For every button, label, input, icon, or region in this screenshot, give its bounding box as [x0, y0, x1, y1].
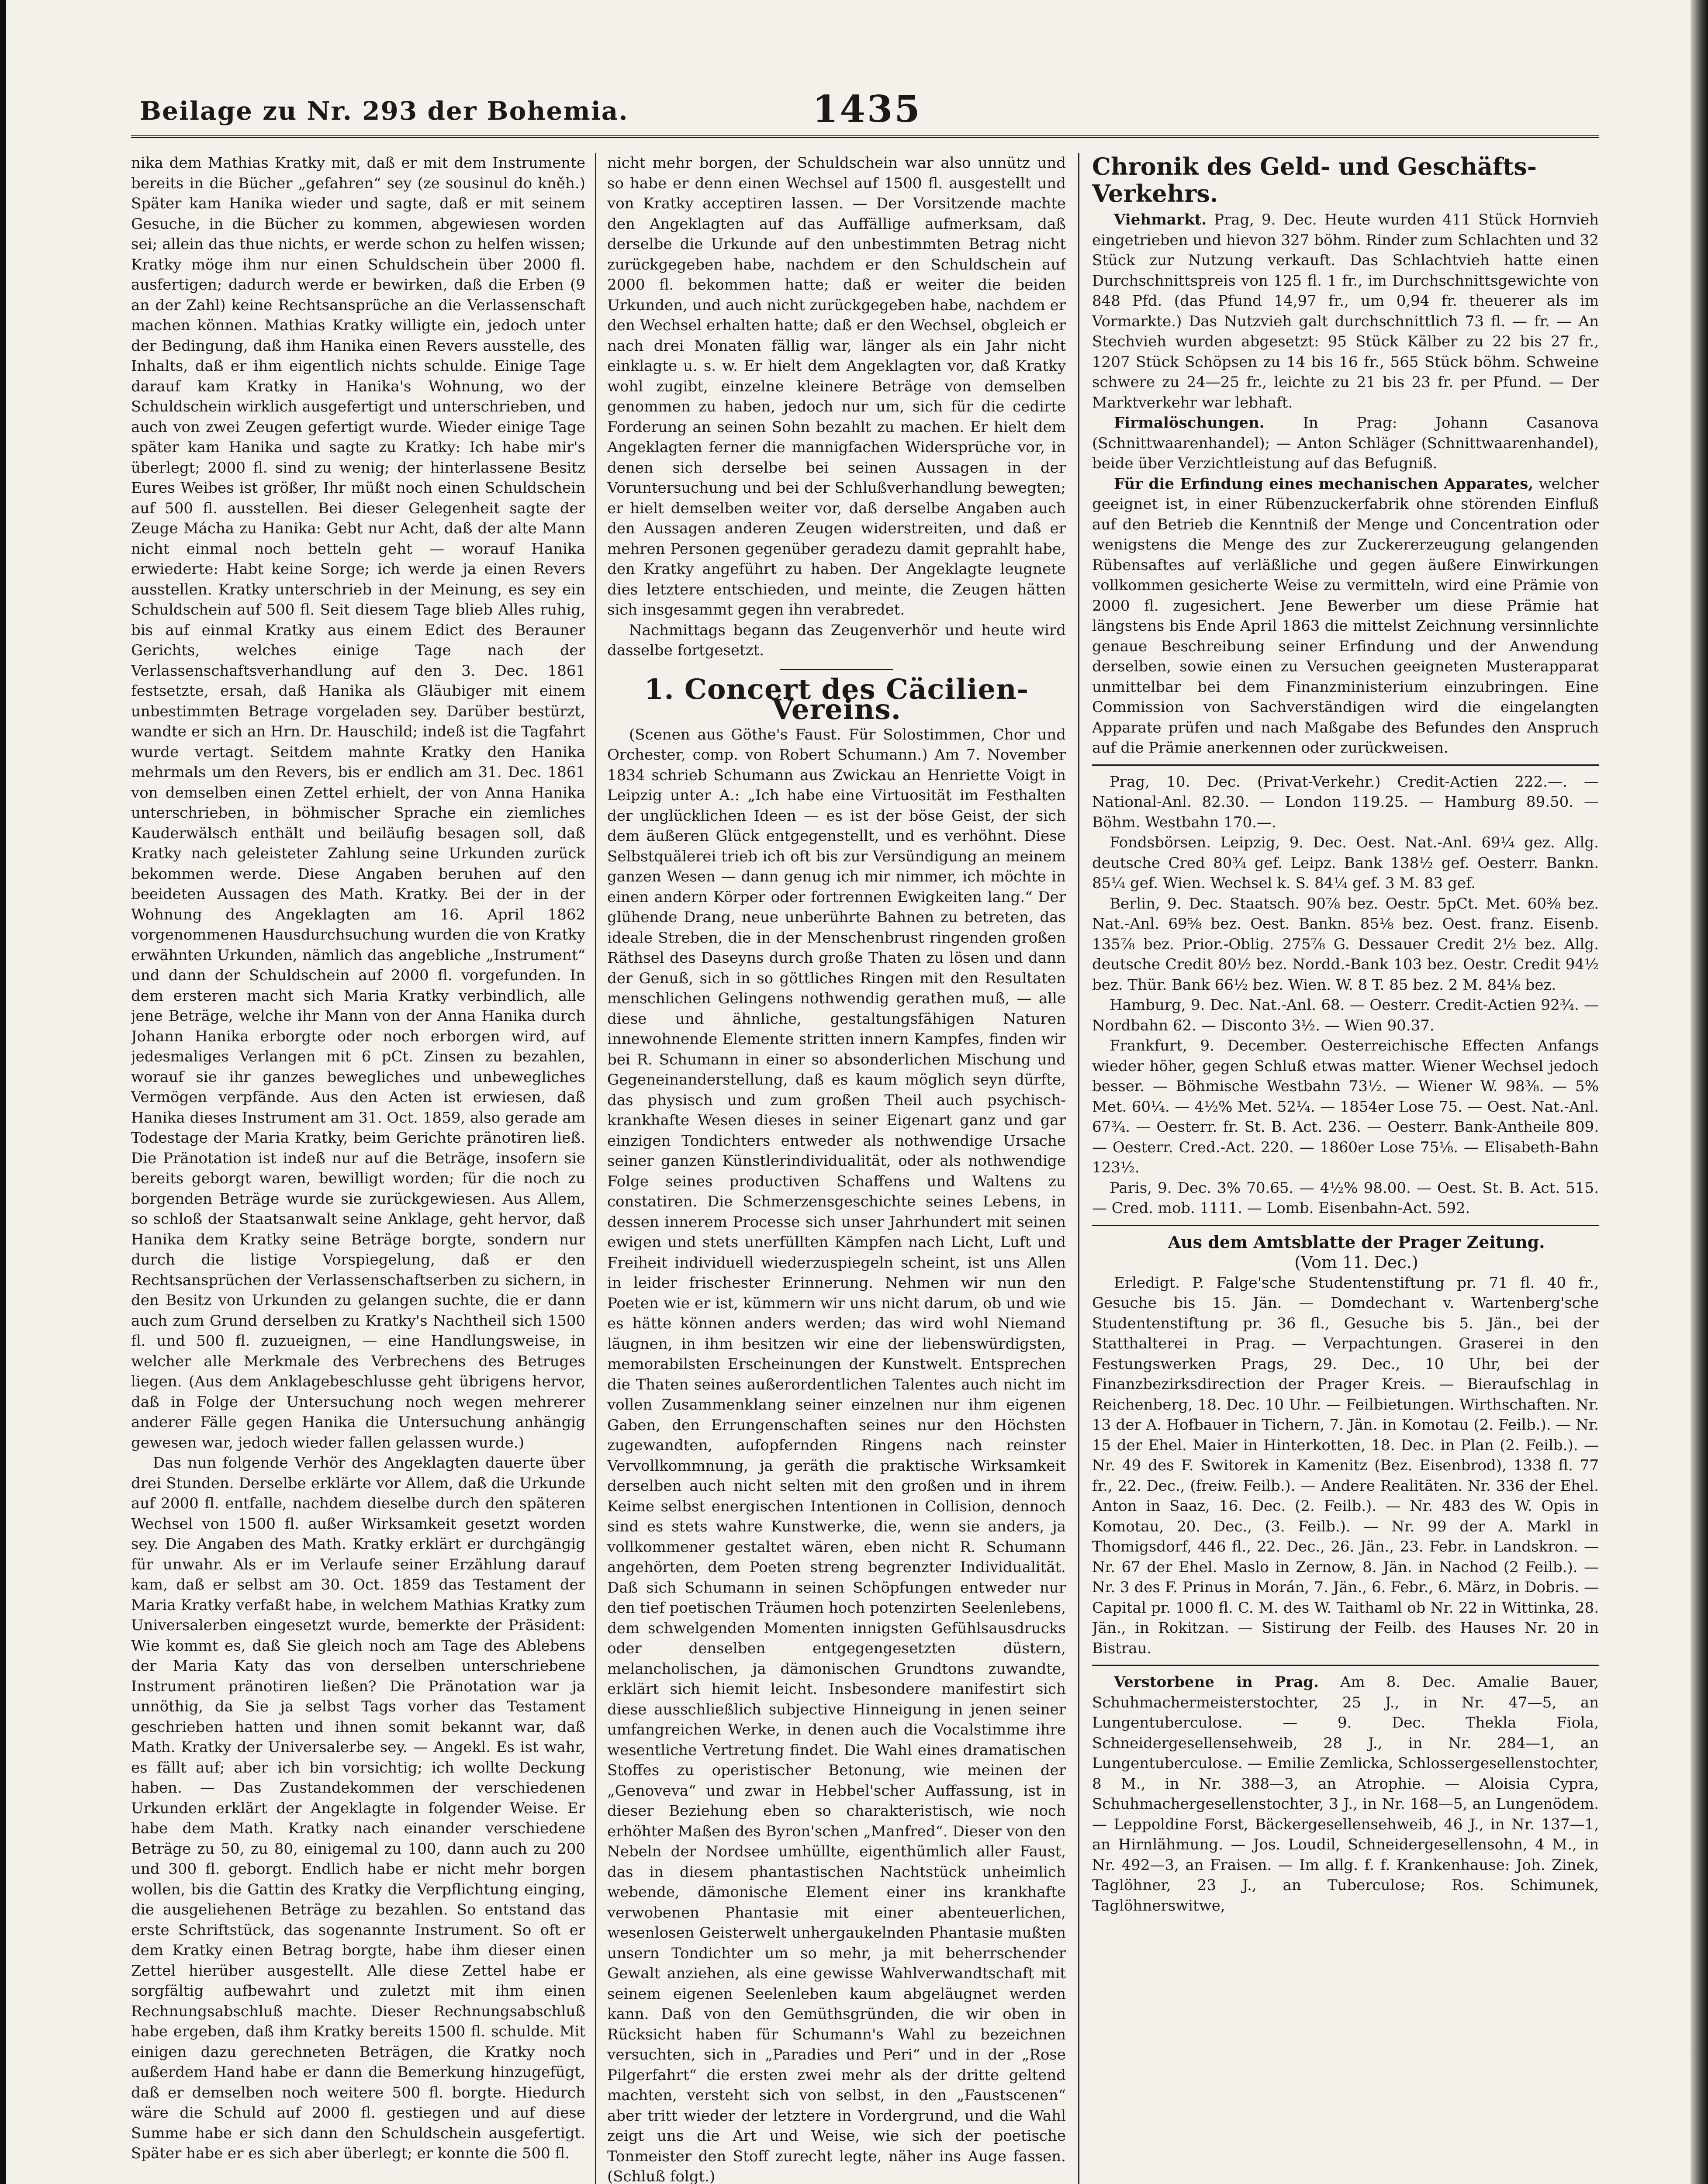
stock-exchange-reports: [1092, 772, 1599, 1219]
chronicle-headline: Chronik des Geld- und Geschäfts-Verkehrs.: [1092, 153, 1537, 207]
section-text: In Prag: Johann Casanova (Schnittwaarenhandel); — Anton Schläger (Schnittwaarenhandel), beide über Verzichtleistung auf das Befugniß.: [1092, 414, 1599, 472]
cattle-market-paragraph: [1092, 210, 1599, 413]
finance-frankfurt: Frankfurt, 9. December. Oesterreichische Effecten Anfangs wieder höher, gegen Schluß etwas matter. Wiener Wechsel jedoch besser. — Böhmische Westbahn 73½. — Wiener W. 98⅜. — 5% Met. 60¼. — 4½% Met. 52¼. — 1854er Lose 75. — Oest. Nat.-Anl. 67¾. — Oesterr. fr. St. B. Act. 236. — Oesterr. Bank-Antheile 809. — Oesterr. Cred.-Act. 220. — 1860er Lose 75⅛. — Elisabeth-Bahn 123½.: [1092, 1037, 1599, 1176]
section-lead: Firmalöschungen.: [1114, 414, 1265, 432]
page-edge-right: [1691, 0, 1708, 2184]
section-separator: [1092, 764, 1599, 766]
firm-deletions-paragraph: [1092, 413, 1599, 474]
amtsblatt-date: (Vom 11. Dec.): [1294, 1253, 1418, 1272]
trial-report-paragraph: Das nun folgende Verhör des Angeklagten dauerte über drei Stunden. Derselbe erklärte vor Allem, daß die Urkunde auf 2000 fl. entfalle, nachdem dieselbe durch den späteren Wechsel von 1500 fl. außer Wirksamkeit gesetzt worden sey. Die Angaben des Math. Kratky erklärt er durchgängig für unwahr. Als er im Verlaufe seiner Erzählung darauf kam, daß er selbst am 30. Oct. 1859 das Testament der Maria Kratky verfaßt habe, in welchem Mathias Kratky zum Universalerben eingesetzt wurde, bemerkte der Präsident: Wie kommt es, daß Sie gleich noch am Tage des Ablebens der Maria Katy das von derselben unterschriebene Instrument pränotiren ließen? Die Pränotation war ja unnöthig, da Sie ja selbst Tags vorher das Testament geschrieben hatten und ihnen somit bekannt war, daß Math. Kratky der Universalerbe sey. — Angekl. Es ist wahr, es fällt auf; aber ich bin vorsichtig; ich wollte Deckung haben. — Das Zustandekommen der verschiedenen Urkunden erklärt der Angeklagte in folgender Weise. Er habe dem Math. Kratky nach einander verschiedene Beträge zu 50, zu 80, einigemal zu 100, dann auch zu 200 und 300 fl. geborgt. Endlich habe er nicht mehr borgen wollen, bis die Gattin des Kratky die Verpflichtung einging, die ausgeliehenen Beträge zu bezahlen. So entstand das erste Schriftstück, das sogenannte Instrument. So oft er dem Kratky einen Betrag borgte, habe ihm dieser einen Zettel hierüber ausgestellt. Alle diese Zettel habe er sorgfältig aufbewahrt und zuletzt mit ihm einen Rechnungsabschluß machte. Dieser Rechnungsabschluß habe ergeben, daß ihm Kratky bereits 1500 fl. schulde. Mit einigen dazu gerechneten Beträgen, die Kratky noch außerdem Hand habe er dann die Bemerkung hinzugefügt, daß er demselben noch weitere 500 fl. borgte. Hiedurch wäre die Schuld auf 2000 fl. gestiegen und auf diese Summe habe er sich dann den Schuldschein ausgefertigt. Später habe er es sich aber überlegt; er konnte die 500 fl.: [131, 1454, 585, 2162]
finance-prague: Prag, 10. Dec. (Privat-Verkehr.) Credit-Actien 222.—. — National-Anl. 82.30. — London 119.25. — Hamburg 89.50. — Böhm. Westbahn 170.—.: [1092, 773, 1599, 831]
section-text: welcher geeignet ist, in einer Rübenzuckerfabrik ohne störenden Einfluß auf den Betrieb die Kenntniß der Menge und Concentration oder wenigstens die Menge des zur Zuckererzeugung gelangenden Rübensaftes auf verläßliche und gegen äußere Einwirkungen vollkommen gesicherte Weise zu vermitteln, wird eine Prämie von 2000 fl. zugesichert. Jene Bewerber um diese Prämie hat längstens bis Ende April 1863 die mittelst Zeichnung versinnlichte genaue Beschreibung seiner Erfindung und der Anwendung derselben, sowie einen zu Versuchen geeigneten Musterapparat unmittelbar bei dem Finanzministerium einzubringen. Eine Commission von Sachverständigen wird die eingelangten Apparate prüfen und nach Maßgabe des Befundes den Anspruch auf die Prämie anerkennen oder zurückweisen.: [1092, 475, 1599, 757]
section-separator: [780, 669, 893, 670]
section-separator: [1092, 1665, 1599, 1666]
column-3: [1092, 153, 1599, 2184]
supplement-title: Beilage zu Nr. 293 der Bohemia.: [140, 96, 629, 126]
page-number: 1435: [813, 87, 922, 131]
section-lead: Für die Erfindung eines mechanischen Apparates,: [1114, 475, 1534, 493]
trial-report-continued: nicht mehr borgen, der Schuldschein war also unnütz und so habe er denn einen Wechsel auf 1500 fl. ausgestellt und von Kratky acceptiren lassen. — Der Vorsitzende machte den Angeklagten auf das Auffällige aufmerksam, daß derselbe die Urkunde auf den unbestimmten Betrag nicht zurückgegeben habe, nachdem er den Schuldschein auf 2000 fl. bekommen hatte; daß er weiter die beiden Urkunden, und auch nicht zurückgegeben habe, nachdem er den Wechsel erhalten hatte; daß er den Wechsel, obgleich er nach drei Monaten fällig war, länger als ein Jahr nicht einklagte u. s. w. Er hielt dem Angeklagten vor, daß Kratky wohl zugibt, einzelne kleinere Beträge von demselben genommen zu haben, jedoch nur um, sich für die cedirte Forderung an seinen Sohn bezahlt zu machen. Er hielt dem Angeklagten ferner die mannigfachen Widersprüche vor, in denen sich derselbe bei seinen Aussagen in der Voruntersuchung und bei der Schlußverhandlung bewegten; er hielt demselben weiter vor, daß derselbe Angaben auch den Aussagen anderen Zeugen widerstreiten, und daß er mehren Personen gegenüber geradezu damit geprahlt habe, den Kratky angeführt zu haben. Der Angeklagte leugnete dies letztere entschieden, und meinte, die Zeugen hätten sich insgesammt gegen ihn verabredet.: [607, 154, 1066, 619]
finance-hamburg: Hamburg, 9. Dec. Nat.-Anl. 68. — Oesterr. Credit-Actien 92¾. — Nordbahn 62. — Disconto 3½. — Wien 90.37.: [1092, 996, 1599, 1034]
deaths-paragraph: [1092, 1672, 1599, 1916]
finance-leipzig: Fondsbörsen. Leipzig, 9. Dec. Oest. Nat.-Anl. 69¼ gez. Allg. deutsche Cred 80¾ gef. Leipz. Bank 138½ gef. Oesterr. Bankn. 85¼ gef. Wien. Wechsel k. S. 84¼ gef. 3 M. 83 gef.: [1092, 834, 1599, 892]
concert-review-paragraph: (Scenen aus Göthe's Faust. Für Solostimmen, Chor und Orchester, comp. von Robert Schumann.) Am 7. November 1834 schrieb Schumann aus Zwickau an Henriette Voigt in Leipzig unter A.: „Ich habe eine Virtuosität im Festhalten der unglücklichen Ideen — es ist der böse Geist, der sich dem äußeren Glück entgegenstellt, und es verhöhnt. Diese Selbstquälerei trieb ich oft bis zur Versündigung an meinem ganzen Wesen — dann genug ich mir nimmer, ich möchte in einen andern Körper oder fortrennen Ewigkeiten lang.“ Der glühende Drang, neue unberührte Bahnen zu betreten, das ideale Streben, die in der Menschenbrust ringenden großen Räthsel des Daseyns durch große Thaten zu lösen und dann der Genuß, sich in so göttliches Ringen mit den Resultaten menschlichen Gelingens nothwendig gerathen muß, — alle diese und ähnliche, gestaltungsfähigen Naturen innewohnende Elemente stritten innern Kampfes, finden wir bei R. Schumann in einer so absonderlichen Mischung und Gegeneinanderstellung, daß es kaum möglich seyn dürfte, das physisch und zum großen Theil auch psychisch-krankhafte Wesen dieses in seiner Eigenart ganz und gar einzigen Tondichters entweder als nothwendige Ursache seiner ganzen Künstlerindividualität, oder als nothwendige Folge seines productiven Schaffens und Waltens zu constatiren. Die Schmerzensgeschichte seines Lebens, in dessen innerem Processe sich unser Jahrhundert mit seinen ewigen und stets unerfüllten Kämpfen nach Licht, Luft und Freiheit individuell wiederzuspiegeln scheint, ist uns Allen in leider frischester Erinnerung. Nehmen wir nun den Poeten wie er ist, kümmern wir uns nicht darum, ob und wie es hätte können anders werden; das wird wohl Niemand läugnen, in ihm besitzen wir eine der liebenswürdigsten, memorabilsten Erscheinungen der Kunstwelt. Entsprechen die Thaten seines außerordentlichen Talentes auch nicht im vollen Zusammenklang seiner einzelnen nur ihm eigenen Gaben, den Errungenschaften seines nur den Höchsten zugewandten, aufopfernden Ringens nach reinster Vervollkommnung, ja geräth die praktische Wirksamkeit derselben auch nicht selten mit den großen und in ihrem Keime selbst energischen Intentionen in Collision, dennoch sind es stets wahre Kunstwerke, die, wenn sie anders, ja vollkommener gestaltet wären, eben nicht R. Schumann angehörten, dem Poeten streng begrenzter Individualität. Daß sich Schumann in seinen Schöpfungen entweder nur den tief poetischen Träumen hoch potenzirten Seelenlebens, dem schwelgenden Momenten innigsten Gefühlsausdrucks oder denselben entgegengesetzten düstern, melancholischen, ja dämonischen Grundtons zuwandte, erklärt sich hiemit leicht. Insbesondere manifestirt sich diese ausschließlich subjective Hinneigung in jenen seiner umfangreichen Werke, in denen auch die Vocalstimme ihre wesentliche Vertretung findet. Die Wahl eines dramatischen Stoffes zu operistischer Betonung, wie meinen der „Genoveva“ und zwar in Hebbel'scher Auffassung, ist in dieser Beziehung eben so charakteristisch, wie noch erhöhter Maßen des Byron'schen „Manfred“. Dieser von den Nebeln der Nordsee umhüllte, eigenthümlich aller Faust, das in diesem phantastischen Nachtstück unheimlich webende, dämonische Element einer ins krankhafte verwobenen Phantasie mit einer abenteuerlichen, wesenlosen Geisterwelt unhergaukelnden Phantasie mußten unsern Tondichter um so mehr, ja mit beherrschender Gewalt anziehen, als eine gewisse Wahlverwandtschaft mit seinem eigenen Seelenleben kaum abgeläugnet werden kann. Daß von den Gemüthsgründen, die wir oben in Rücksicht haben für Schumann's Wahl zu bezeichnen versuchten, sich in „Paradies und Peri“ und in der „Rose Pilgerfahrt“ die ersten zwei mehr als der dritte geltend machten, versteht sich von selbst, in den „Faustscenen“ aber tritt wieder der letztere in Vordergrund, und die Wahl zeigt uns die Art und Weise, wie sich der poetische Tonmeister den Stoff zurecht legte, näher ins Auge fassen. (Schluß folgt.): [607, 726, 1066, 2184]
amtsblatt-text: Erledigt. P. Falge'sche Studentenstiftung pr. 71 fl. 40 fr., Gesuche bis 15. Jän. — Domdechant v. Wartenberg'sche Studentenstiftung pr. 36 fl., Gesuche bis 5. Jän., bei der Statthalterei in Prag. — Verpachtungen. Graserei in den Festungswerken Prags, 29. Dec., 10 Uhr, bei der Finanzbezirksdirection der Prager Kreis. — Bieraufschlag in Reichenberg, 18. Dec. 10 Uhr. — Feilbietungen. Wirthschaften. Nr. 13 der A. Hofbauer in Tichern, 7. Jän. in Komotau (2. Feilb.). — Nr. 15 der Ehel. Maier in Hinterkotten, 18. Dec. in Plan (2. Feilb.). — Nr. 49 des F. Switorek in Kamenitz (Bez. Eisenbrod), 1338 fl. 77 fr., 22. Dec., (freiw. Feilb.). — Andere Realitäten. Nr. 336 der Ehel. Anton in Saaz, 16. Dec. (2. Feilb.). — Nr. 483 des W. Opis in Komotau, 20. Dec., (3. Feilb.). — Nr. 99 der A. Markl in Thomigsdorf, 446 fl., 22. Dec., 26. Jän., 23. Febr. in Landskron. — Nr. 67 der Ehel. Maslo in Zernow, 8. Jän. in Nachod (2 Feilb.). — Nr. 3 des F. Prinus in Morán, 7. Jän., 6. Febr., 6. März, in Dobris. — Capital pr. 1000 fl. C. M. des W. Taithaml ob Nr. 22 in Wittinka, 28. Jän., in Rokitzan. — Sistirung der Feilb. des Hauses Nr. 20 in Bistrau.: [1092, 1274, 1599, 1657]
column-2: [607, 153, 1066, 2184]
page-header: [131, 87, 1599, 138]
section-separator: [1092, 1225, 1599, 1226]
section-lead: Viehmarkt.: [1114, 211, 1207, 228]
trial-report-paragraph: nika dem Mathias Kratky mit, daß er mit dem Instrumente bereits in die Bücher „gefahren“ sey (ze sousinul do kněh.) Später kam Hanika wieder und sagte, daß er mit seinem Gesuche, in die Bücher zu kommen, abgewiesen worden sei; allein das thue nichts, er werde schon zu helfen wissen; Kratky möge ihm nur einen Schuldschein über 2000 fl. ausfertigen; dadurch werde er bewirken, daß die Erben (9 an der Zahl) keine Rechtsansprüche an die Verlassenschaft machen können. Mathias Kratky willigte ein, jedoch unter der Bedingung, daß ihm Hanika einen Revers ausstelle, des Inhalts, daß er ihm eigentlich nichts schulde. Einige Tage darauf kam Kratky in Hanika's Wohnung, wo der Schuldschein wirklich ausgefertigt und unterschrieben, und auch von zwei Zeugen gefertigt wurde. Wieder einige Tage später kam Hanika und sagte zu Kratky: Ich habe mir's überlegt; 2000 fl. sind zu wenig; der hinterlassene Besitz Eures Weibes ist größer, Ihr müßt noch einen Schuldschein auf 500 fl. ausstellen. Bei dieser Gelegenheit sagte der Zeuge Mácha zu Hanika: Gebt nur Acht, daß der alte Mann nicht einmal noch betteln geht — worauf Hanika erwiederte: Habt keine Sorge; ich werde ja einen Revers ausstellen. Kratky unterschrieb in der Meinung, es sey ein Schuldschein auf 500 fl. Seit diesem Tage blieb Alles ruhig, bis auf einmal Kratky aus einem Edict des Berauner Gerichts, welches einige Tage nach der Verlassenschaftsverhandlung auf den 3. Dec. 1861 festsetzte, ersah, daß Hanika als Gläubiger mit einem unbestimmten Betrage vorgeladen sey. Darüber bestürzt, wandte er sich an Hrn. Dr. Hauschild; indeß ist die Tagfahrt wurde vertagt. Seitdem mahnte Kratky den Hanika mehrmals um den Revers, bis er endlich am 31. Dec. 1861 von demselben einen Zettel erhielt, der von Anna Hanika unterschrieben, in böhmischer Sprache ein ziemliches Kauderwälsch enthält und beiläufig besagen soll, daß Kratky nach geleisteter Zahlung seine Urkunden zurück bekommen werde. Diese Angaben beruhen auf den beeideten Aussagen des Math. Kratky. Bei der in der Wohnung des Angeklagten am 16. April 1862 vorgenommenen Hausdurchsuchung wurden die von Kratky erwähnten Urkunden, nämlich das angebliche „Instrument“ und dann der Schuldschein auf 2000 fl. vorgefunden. In dem ersteren macht sich Maria Kratky verbindlich, alle jene Beträge, welche ihr Mann von der Anna Hanika durch Johann Hanika erborgte oder noch erborgen wird, auf jedesmaliges Verlangen mit 6 pCt. Zinsen zu bezahlen, worauf sie ihr ganzes bewegliches und unbewegliches Vermögen verpfände. Aus den Acten ist erwiesen, daß Hanika dieses Instrument am 31. Oct. 1859, also gerade am Todestage der Maria Kratky, beim Gerichte pränotiren ließ. Die Pränotation ist indeß nur auf die Beträge, insofern sie bereits geborgt waren, bewilligt worden; für die noch zu borgenden Beträge wurde sie zurückgewiesen. Aus Allem, so schloß der Staatsanwalt seine Anklage, geht hervor, daß Hanika dem Kratky seine Beträge borgte, sondern nur durch die listige Vorspiegelung, daß er den Rechtsansprüchen der Verlassenschaftserben zu sichern, in den Besitz von Urkunden zu gelangen suchte, die er dann auch zum Grund derselben zu Kratky's Nachtheil sich 1500 fl. und 500 fl. zuzueignen, — eine Handlungsweise, in welcher alle Merkmale des Verbrechens des Betruges liegen. (Aus dem Anklagebeschlusse geht übrigens hervor, daß in Folge der Untersuchung noch wegen mehrerer anderer Fälle gegen Hanika die Untersuchung anhängig gewesen war, jedoch wieder fallen gelassen wurde.): [131, 154, 585, 1451]
column-rule-2: [1078, 153, 1079, 2184]
finance-paris: Paris, 9. Dec. 3% 70.65. — 4½% 98.00. — Oest. St. B. Act. 515. — Cred. mob. 1111. — Lomb. Eisenbahn-Act. 592.: [1092, 1179, 1599, 1217]
deaths-title: Verstorbene in Prag.: [1114, 1673, 1319, 1691]
invention-prize-paragraph: [1092, 474, 1599, 758]
trial-report-closing: Nachmittags begann das Zeugenverhör und heute wird dasselbe fortgesetzt.: [607, 621, 1066, 659]
column-rule-1: [595, 153, 596, 2184]
section-text: Prag, 9. Dec. Heute wurden 411 Stück Hornvieh eingetrieben und hievon 327 böhm. Rinder zum Schlachten und 32 Stück zur Nutzung verkauft. Das Schlachtvieh hatte einen Durchschnittspreis von 125 fl. 1 fr., im Durchschnittsgewichte von 848 Pfd. (das Pfund 14,97 fr., um 0,94 fr. theuerer als im Vormarkte.) Das Nutzvieh galt durchschnittlich 73 fl. — fr. — An Stechvieh wurden abgesetzt: 95 Stück Kälber zu 22 bis 27 fr., 1207 Stück Schöpsen zu 14 bis 16 fr., 565 Stück böhm. Schweine schwere zu 24—25 fr., leichte zu 21 bis 23 fr. per Pfund. — Der Marktverkehr war lebhaft.: [1092, 211, 1599, 411]
page-edge-left: [0, 0, 6, 2184]
concert-headline: 1. Concert des Cäcilien-Vereins.: [644, 673, 1029, 726]
deaths-text: Am 8. Dec. Amalie Bauer, Schuhmachermeisterstochter, 25 J., in Nr. 47—5, an Lungentuberculose. — 9. Dec. Thekla Fiola, Schneidergesellensehweib, 28 J., in Nr. 284—1, an Lungentuberculose. — Emilie Zemlicka, Schlossergesellenstochter, 8 M., in Nr. 388—3, an Atrophie. — Aloisia Cypra, Schuhmachergesellenstochter, 3 J., in Nr. 168—5, an Lungenödem. — Leppoldine Forst, Bäckergesellensehweib, 46 J., in Nr. 137—1, an Hirnlähmung. — Jos. Loudil, Schneidergesellensohn, 4 M., in Nr. 492—3, an Fraisen. — Im allg. f. f. Krankenhause: Joh. Zinek, Taglöhner, 23 J., an Tuberculose; Ros. Schimunek, Taglöhnerswitwe,: [1092, 1673, 1599, 1914]
amtsblatt-title: Aus dem Amtsblatte der Prager Zeitung.: [1168, 1232, 1545, 1252]
finance-berlin: Berlin, 9. Dec. Staatsch. 90⅞ bez. Oestr. 5pCt. Met. 60⅜ bez. Nat.-Anl. 69⅝ bez. Oest. Bankn. 85⅛ bez. Oest. franz. Eisenb. 135⅞ bez. Prior.-Oblig. 275⅞ G. Dessauer Credit 2½ bez. Allg. deutsche Credit 80½ bez. Nordd.-Bank 103 bez. Oestr. Credit 94½ bez. Thür. Bank 66½ bez. Wien. W. 8 T. 85 bez. 2 M. 84⅛ bez.: [1092, 895, 1599, 994]
column-1: [131, 153, 585, 2184]
